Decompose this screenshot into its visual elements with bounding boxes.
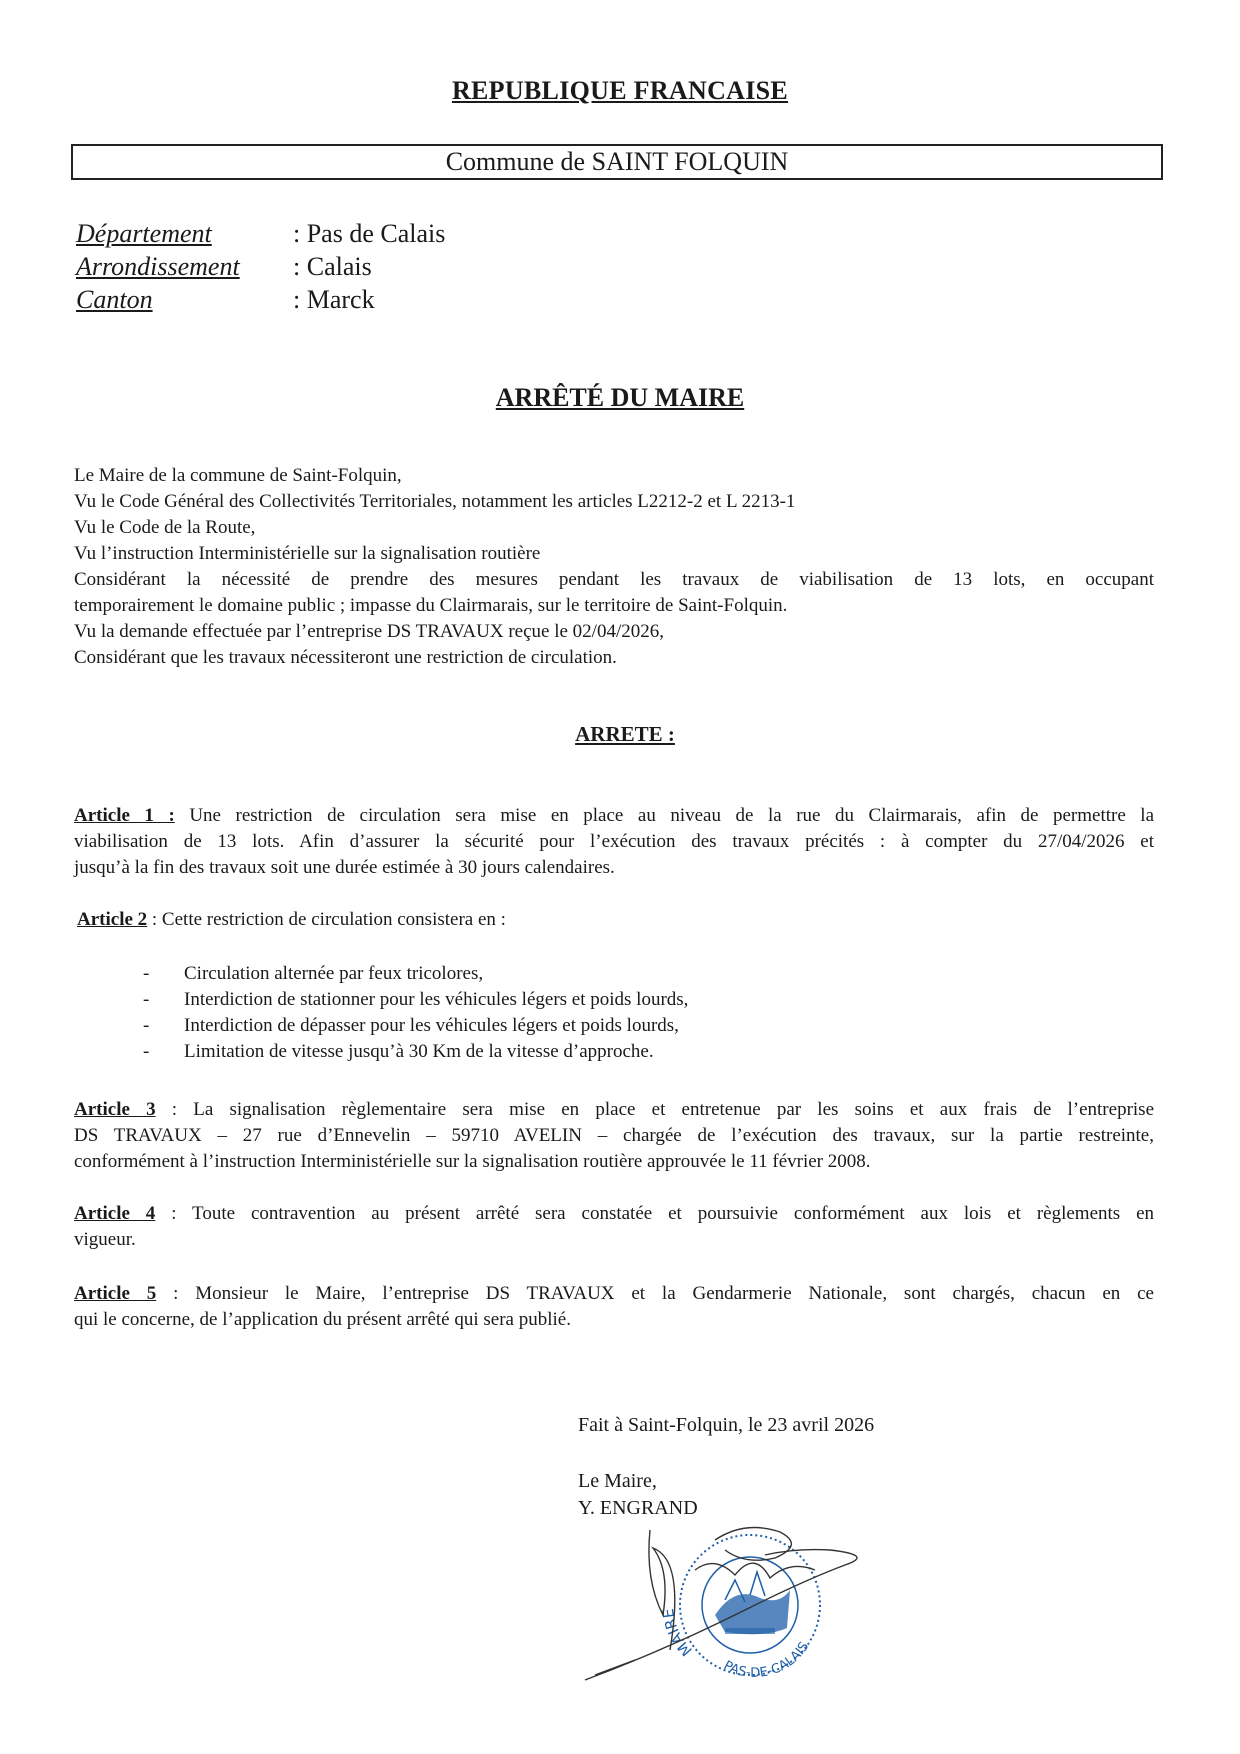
article-3-text: : La signalisation règlementaire sera mise en place et entretenue par les soins et aux frais de l’entreprise [155, 1099, 1154, 1120]
article-5-line [74, 1281, 1154, 1307]
article-5-line: qui le concerne, de l’application du présent arrêté qui sera publié. [74, 1309, 571, 1330]
meta-label-arrondissement: Arrondissement [76, 252, 240, 281]
commune-name: Commune de SAINT FOLQUIN [445, 147, 789, 176]
handwritten-signature [585, 1528, 857, 1681]
article-3-line: DS TRAVAUX – 27 rue d’Ennevelin – 59710 AVELIN – chargée de l’exécution des travaux, sur la partie restreinte, [74, 1125, 1154, 1146]
republique-heading: REPUBLIQUE FRANCAISE [451, 76, 789, 105]
meta-value-departement: : Pas de Calais [293, 219, 446, 248]
article-4-text: : Toute contravention au présent arrêté sera constatée et poursuivie conformément aux lois et règlements en [155, 1203, 1155, 1224]
article-2-label: Article 2 [77, 909, 148, 930]
preamble-line: Le Maire de la commune de Saint-Folquin, [74, 465, 402, 486]
article-4-line: vigueur. [74, 1229, 136, 1250]
preamble-line: Considérant que les travaux nécessiteront une restriction de circulation. [74, 647, 617, 668]
article-1-line [74, 803, 1154, 829]
article-5-text: : Monsieur le Maire, l’entreprise DS TRAVAUX et la Gendarmerie Nationale, sont chargés, chacun en ce [156, 1283, 1154, 1304]
signature-and-stamp [575, 1510, 895, 1690]
meta-label-canton: Canton [76, 285, 153, 314]
bullet-item: Limitation de vitesse jusqu’à 30 Km de la vitesse d’approche. [184, 1041, 654, 1062]
meta-value-arrondissement: : Calais [293, 252, 372, 281]
preamble-line: Vu la demande effectuée par l’entreprise DS TRAVAUX reçue le 02/04/2026, [74, 621, 664, 642]
fait-a-line: Fait à Saint-Folquin, le 23 avril 2026 [578, 1414, 875, 1436]
article-3-line [74, 1097, 1154, 1123]
article-3-label: Article 3 [74, 1099, 156, 1120]
article-4-label: Article 4 [74, 1203, 156, 1224]
stamp-text-bottom: PAS-DE-CALAIS [720, 1639, 813, 1681]
signatory-role: Le Maire, [578, 1470, 657, 1492]
bullet-item: Circulation alternée par feux tricolores, [184, 963, 484, 984]
article-1-line: viabilisation de 13 lots. Afin d’assurer la sécurité pour l’exécution des travaux précités : à compter du 27/04/2026 et [74, 831, 1154, 852]
article-5-label: Article 5 [74, 1283, 157, 1304]
arrete-heading: ARRETE : [575, 722, 675, 746]
bullet-item: Interdiction de stationner pour les véhicules légers et poids lourds, [184, 989, 689, 1010]
bullet-item: Interdiction de dépasser pour les véhicules légers et poids lourds, [184, 1015, 679, 1036]
article-2-line [77, 907, 1157, 933]
document-title: ARRÊTÉ DU MAIRE [495, 383, 745, 412]
preamble-line: Considérant la nécessité de prendre des mesures pendant les travaux de viabilisation de 13 lots, en occupant [74, 569, 1154, 590]
stamp-text-top: MAIRE [658, 1607, 696, 1660]
article-2-text: : Cette restriction de circulation consistera en : [147, 909, 506, 930]
bullet-dash: - [143, 1015, 150, 1036]
preamble-line: Vu le Code Général des Collectivités Territoriales, notamment les articles L2212-2 et L 2213-1 [74, 491, 796, 512]
bullet-dash: - [143, 1041, 150, 1062]
article-3-line: conformément à l’instruction Interministérielle sur la signalisation routière approuvée le 11 février 2008. [74, 1151, 871, 1172]
preamble-line: temporairement le domaine public ; impasse du Clairmarais, sur le territoire de Saint-Folquin. [74, 595, 788, 616]
article-1-line: jusqu’à la fin des travaux soit une durée estimée à 30 jours calendaires. [74, 857, 615, 878]
bullet-dash: - [143, 963, 150, 984]
preamble-line: Vu l’instruction Interministérielle sur la signalisation routière [74, 543, 541, 564]
bullet-dash: - [143, 989, 150, 1010]
meta-value-canton: : Marck [293, 285, 375, 314]
article-1-text: Une restriction de circulation sera mise en place au niveau de la rue du Clairmarais, afin de permettre la [174, 805, 1155, 826]
preamble-line: Vu le Code de la Route, [74, 517, 256, 538]
article-4-line [74, 1201, 1154, 1227]
signatory-name: Y. ENGRAND [578, 1497, 698, 1519]
article-1-label: Article 1 : [74, 805, 175, 826]
meta-label-departement: Département [76, 219, 212, 248]
